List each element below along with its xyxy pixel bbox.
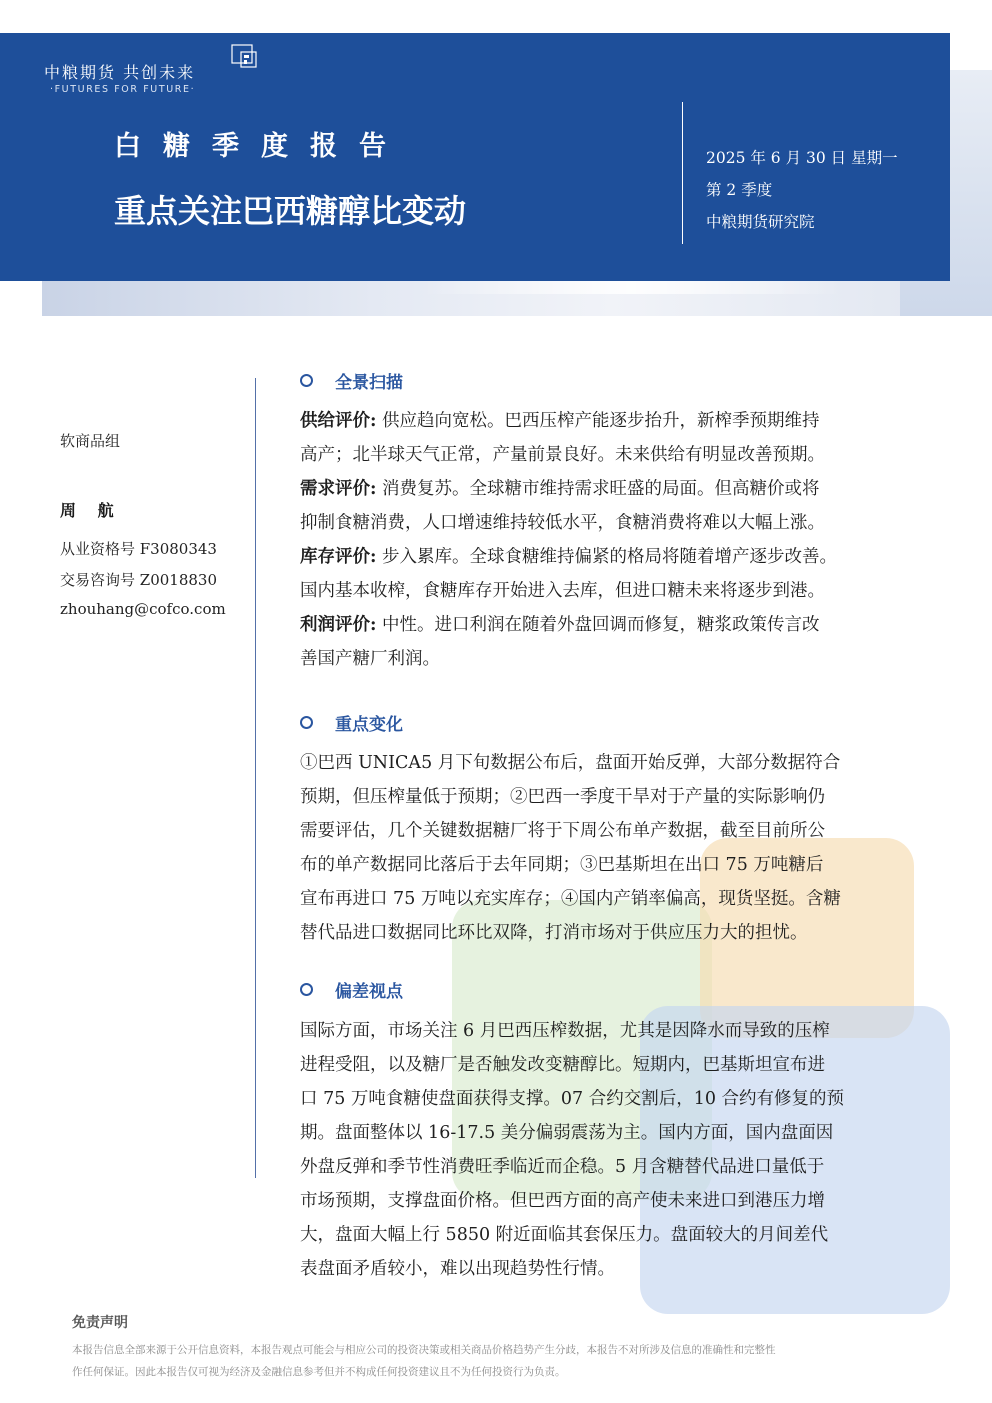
deviation-body [300, 1014, 900, 1286]
supply-label: 供给评价: [300, 411, 377, 431]
column-divider [255, 378, 256, 1178]
section-title: 全景扫描 [335, 372, 403, 393]
overview-body [300, 404, 900, 676]
key-changes-line: 预期，但压榨量低于预期；②巴西一季度干旱对于产量的实际影响仍 [300, 787, 825, 807]
overview-line [300, 540, 900, 574]
disclaimer-line: 本报告信息全部来源于公开信息资料，本报告观点可能会与相应公司的投资决策或相关商品价格趋势产生分歧，本报告不对所涉及信息的准确性和完整性 [72, 1344, 776, 1356]
logo-text: 中粮期货 共创未来 [44, 63, 196, 82]
bullet-circle-icon [300, 716, 313, 729]
deviation-line: 市场预期，支撑盘面价格。但巴西方面的高产使未来进口到港压力增 [300, 1191, 825, 1211]
section-header-key-changes [300, 710, 403, 734]
section-header-deviation [300, 977, 403, 1001]
key-changes-line: 宣布再进口 75 万吨以充实库存；④国内产销率偏高，现货坚挺。含糖 [300, 889, 841, 909]
disclaimer-line: 作任何保证。因此本报告仅可视为经济及金融信息参考但并不构成任何投资建议且不为任何投资行为负责。 [72, 1366, 566, 1378]
report-type: 白糖季度报告 [114, 131, 408, 162]
analyst-name: 周 航 [60, 501, 122, 520]
overview-line [300, 472, 900, 506]
key-changes-body [300, 746, 900, 950]
report-date: 2025 年 6 月 30 日 星期一 [706, 149, 898, 167]
analyst-email[interactable]: zhouhang@cofco.com [60, 600, 226, 618]
section-title: 偏差视点 [335, 981, 403, 1002]
demand-label: 需求评价: [300, 479, 377, 499]
logo-mark-icon [228, 44, 258, 70]
profit-text: 中性。进口利润在随着外盘回调而修复，糖浆政策传言改 [382, 615, 820, 635]
key-changes-line: 替代品进口数据同比环比双降，打消市场对于供应压力大的担忧。 [300, 923, 808, 943]
analyst-consulting-license: 交易咨询号 Z0018830 [60, 571, 217, 589]
section-header-overview [300, 368, 403, 392]
supply-text: 供应趋向宽松。巴西压榨产能逐步抬升，新榨季预期维持 [382, 411, 820, 431]
overview-line: 高产；北半球天气正常，产量前景良好。未来供给有明显改善预期。 [300, 445, 825, 465]
key-changes-line: 需要评估，几个关键数据糖厂将于下周公布单产数据，截至目前所公 [300, 821, 825, 841]
overview-line [300, 608, 900, 642]
key-changes-line: 布的单产数据同比落后于去年同期；③巴基斯坦在出口 75 万吨糖后 [300, 855, 824, 875]
deviation-line: 期。盘面整体以 16-17.5 美分偏弱震荡为主。国内方面，国内盘面因 [300, 1123, 834, 1143]
deviation-line: 国际方面，市场关注 6 月巴西压榨数据，尤其是因降水而导致的压榨 [300, 1021, 830, 1041]
deviation-line: 进程受阻，以及糖厂是否触发改变糖醇比。短期内，巴基斯坦宣布进 [300, 1055, 825, 1075]
bullet-circle-icon [300, 374, 313, 387]
analyst-group: 软商品组 [60, 432, 121, 450]
report-institute: 中粮期货研究院 [706, 213, 815, 231]
overview-line: 抑制食糖消费，人口增速维持较低水平，食糖消费将难以大幅上涨。 [300, 513, 825, 533]
profit-label: 利润评价: [300, 615, 377, 635]
report-period: 第 2 季度 [706, 181, 773, 199]
logo-subtitle: ·FUTURES FOR FUTURE· [50, 84, 196, 95]
overview-line: 善国产糖厂利润。 [300, 649, 440, 669]
analyst-qualification: 从业资格号 F3080343 [60, 540, 217, 558]
deviation-line: 外盘反弹和季节性消费旺季临近而企稳。5 月含糖替代品进口量低于 [300, 1157, 825, 1177]
overview-line [300, 404, 900, 438]
demand-text: 消费复苏。全球糖市维持需求旺盛的局面。但高糖价或将 [382, 479, 820, 499]
deviation-line: 表盘面矛盾较小，难以出现趋势性行情。 [300, 1259, 615, 1279]
section-title: 重点变化 [335, 714, 403, 735]
overview-line: 国内基本收榨，食糖库存开始进入去库，但进口糖未来将逐步到港。 [300, 581, 825, 601]
inventory-label: 库存评价: [300, 547, 377, 567]
report-title: 重点关注巴西糖醇比变动 [114, 192, 467, 230]
bullet-circle-icon [300, 983, 313, 996]
disclaimer-title: 免责声明 [72, 1315, 128, 1331]
key-changes-line: ①巴西 UNICA5 月下旬数据公布后，盘面开始反弹，大部分数据符合 [300, 753, 841, 773]
deviation-line: 口 75 万吨食糖使盘面获得支撑。07 合约交割后，10 合约有修复的预 [300, 1089, 845, 1109]
inventory-text: 步入累库。全球食糖维持偏紧的格局将随着增产逐步改善。 [382, 547, 838, 567]
banner-divider [682, 102, 683, 244]
deviation-line: 大，盘面大幅上行 5850 附近面临其套保压力。盘面较大的月间差代 [300, 1225, 829, 1245]
